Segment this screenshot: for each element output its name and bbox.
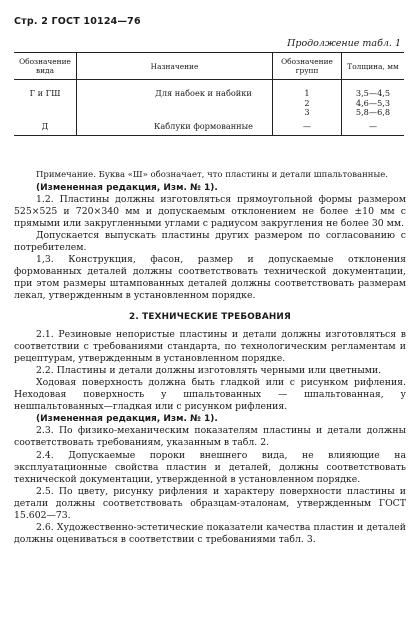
table-row [14, 108, 404, 118]
amendment-note: (Измененная редакция, Изм. № 1). [36, 414, 218, 425]
cell-thickness: 5,8—6,8 [342, 108, 405, 118]
cell-purpose: Каблуки формованные [77, 118, 273, 136]
amendment-note: (Измененная редакция, Изм. № 1). [36, 182, 218, 193]
table-row [14, 80, 404, 99]
cell-thickness: — [342, 118, 405, 136]
clause-2-3: 2.3. По физико-механическим показателям пластины и детали должны соответствовать требованиям, указанным в табл. 2. [14, 425, 406, 449]
col-header-thickness: Толщина, мм [342, 53, 405, 80]
cell-thickness: 4,6—5,3 [342, 99, 405, 109]
cell-type: Д [14, 118, 77, 136]
table-header-row [14, 53, 404, 80]
clause-2-2-surface: Ходовая поверхность должна быть гладкой или с рисунком рифления. Неходовая поверхность у шпальтованных — шпальтованная, у нешпальтованных—гладкая или с рисунком рифления. [14, 377, 406, 413]
cell-type: Г и ГШ [29, 88, 61, 98]
clause-2-2: 2.2. Пластины и детали должны изготовлять черными или цветными. [36, 364, 382, 376]
clause-2-4: 2.4. Допускаемые пороки внешнего вида, не влияющие на эксплуатационные свойства пластин и деталей, должны соответствовать технической документации, утвержденной в установленном порядке. [14, 449, 406, 485]
table-row [14, 99, 404, 109]
table-continuation-label: Продолжение табл. 1 [287, 38, 401, 49]
cell-group: 2 [273, 99, 342, 109]
clause-2-5: 2.5. По цвету, рисунку рифления и характеру поверхности пластины и детали должны соответствовать образцам-эталонам, утвержденным ГОСТ 15.602—73. [14, 485, 406, 522]
clause-2-6: 2.6. Художественно-эстетические показатели качества пластин и деталей должны оцениваться в соответствии с требованиями табл. 3. [14, 522, 406, 546]
cell-group: 3 [273, 108, 342, 118]
cell-group: 1 [273, 80, 342, 99]
body-text [14, 170, 406, 546]
table-note: Примечание. Буква «Ш» обозначает, что пластины и детали шпальтованные. [36, 170, 388, 180]
clause-1-3: 1,3. Конструкция, фасон, размер и допускаемые отклонения формованных деталей должны соответствовать технической документации, при этом размеры штампованных деталей должны соответствовать размерам лекал, утвержденным в установленном порядке. [14, 254, 406, 302]
col-header-purpose: Назначение [77, 53, 273, 80]
clause-1-2-addendum: Допускается выпускать пластины других размером по согласованию с потребителем. [14, 229, 406, 254]
section-title: 2. ТЕХНИЧЕСКИЕ ТРЕБОВАНИЯ [129, 311, 291, 322]
thickness-table [14, 52, 404, 136]
cell-group: — [273, 118, 342, 136]
clause-1-2: 1.2. Пластины должны изготовляться прямоугольной формы размером 525×525 и 720×340 мм и допускаемым отклонением не более ±10 мм с прямыми или закругленными углами с радиусом закругления не более 30 мм. [14, 193, 406, 229]
cell-purpose: Для набоек и набойки [77, 80, 273, 99]
clause-2-1: 2.1. Резиновые непористые пластины и детали должны изготовляться в соответствии с требованиями стандарта, по технологическим регламентам и рецептурам, утвержденным в установленном порядке. [14, 328, 406, 364]
col-header-type: Обозначение вида [14, 53, 77, 80]
cell-thickness: 3,5—4,5 [342, 80, 405, 99]
table-row [14, 118, 404, 136]
col-header-groups: Обозначение групп [273, 53, 342, 80]
page-header: Стр. 2 ГОСТ 10124—76 [14, 16, 141, 27]
